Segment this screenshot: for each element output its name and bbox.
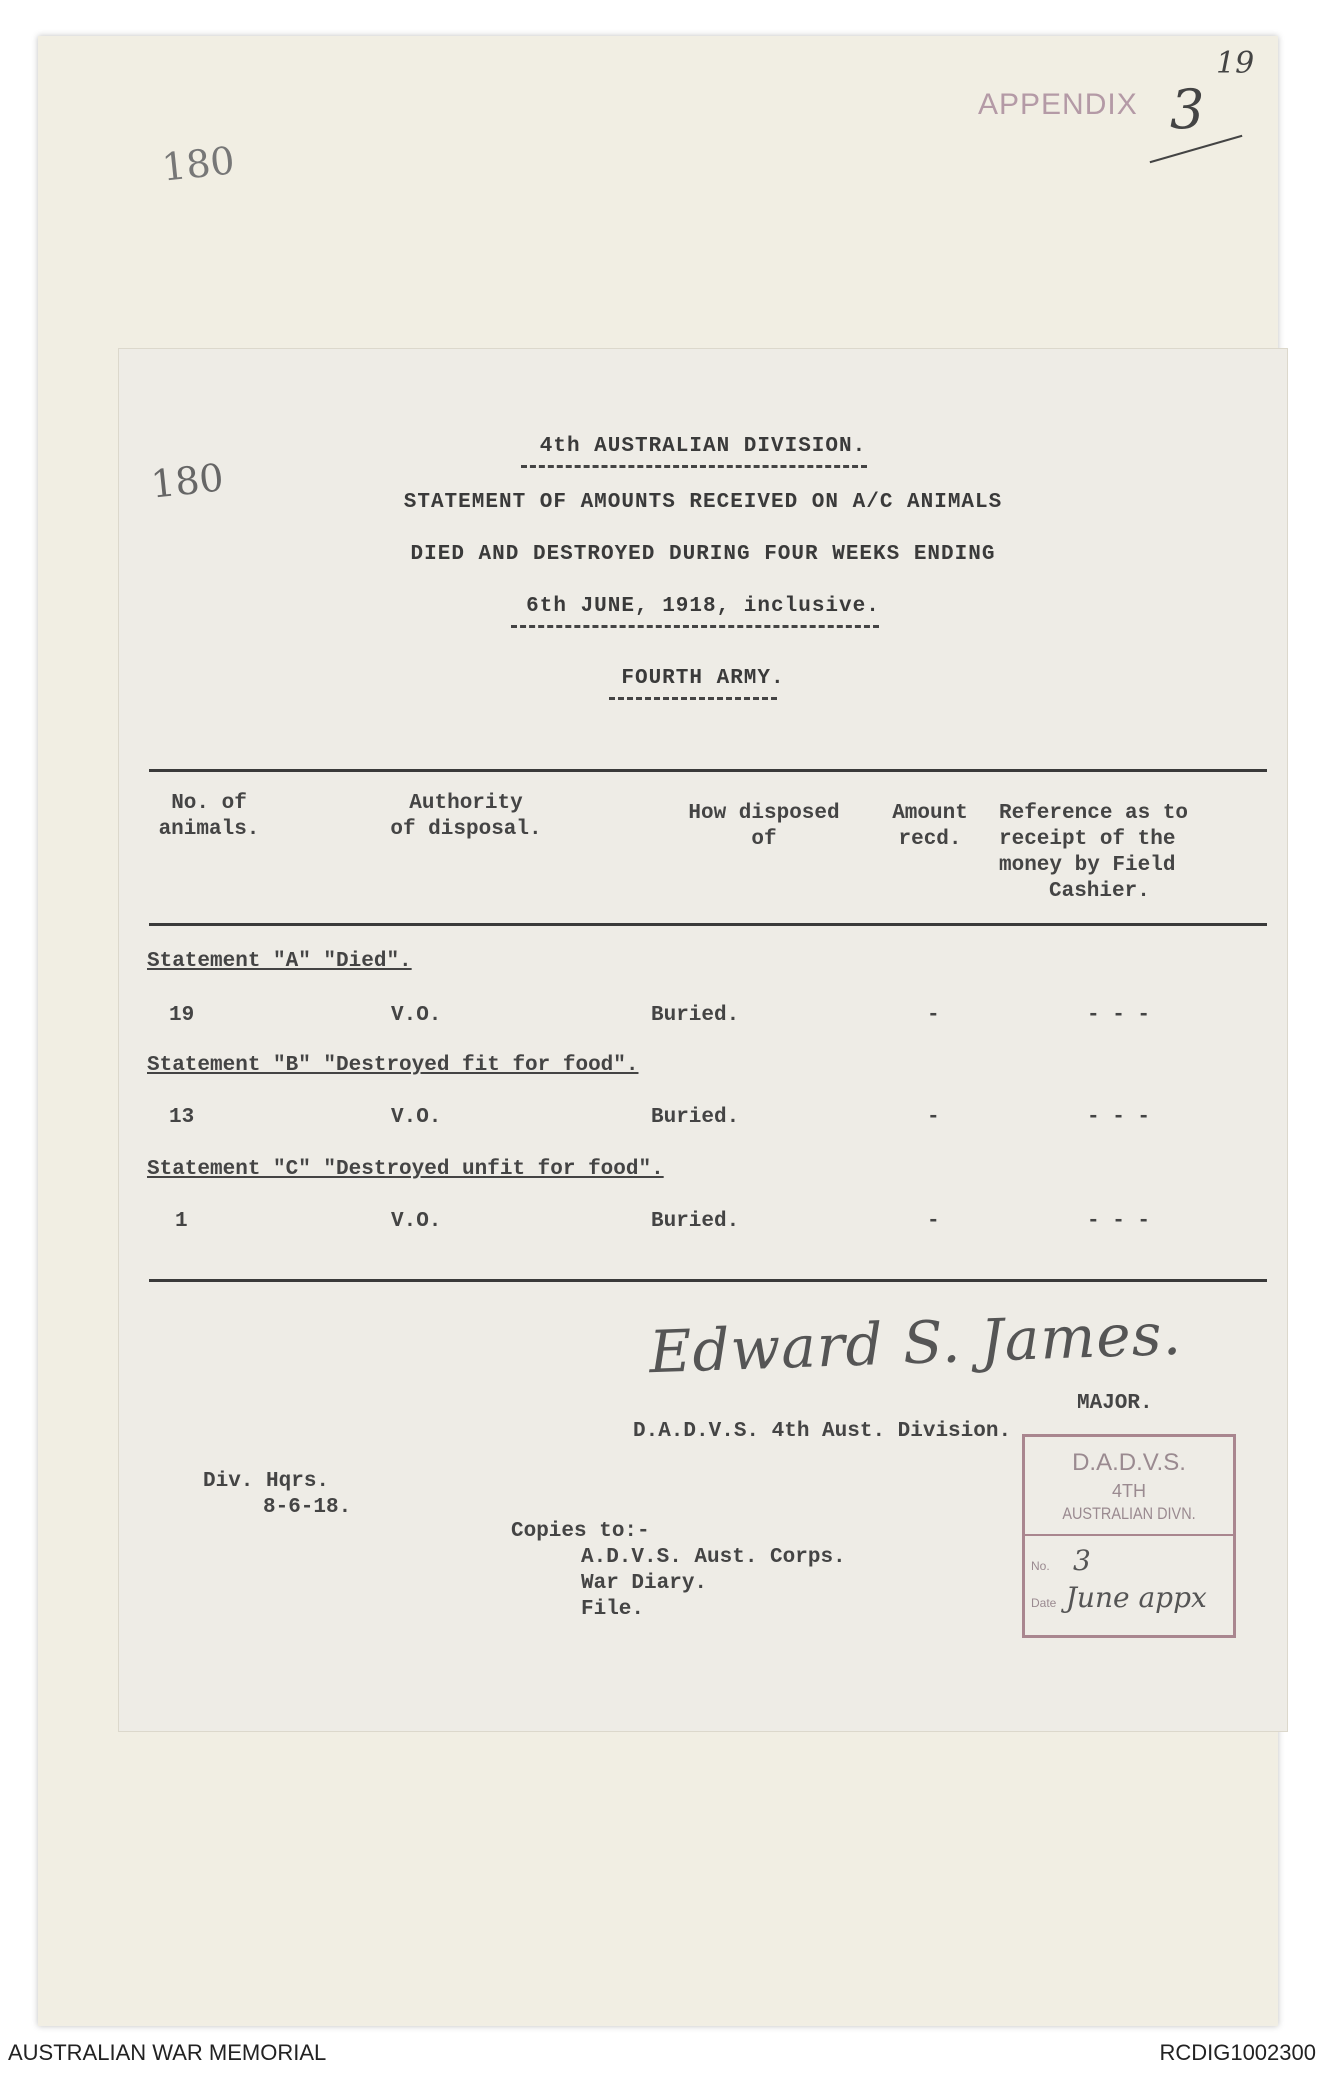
title-underline (511, 625, 879, 628)
column-header-count: No. of animals. (158, 792, 260, 841)
army-underline (609, 697, 777, 700)
footer-credit: AUSTRALIAN WAR MEMORIAL (8, 2040, 327, 2065)
statement-title-line2: DIED AND DESTROYED DURING FOUR WEEKS ENDING (410, 543, 996, 566)
statement-title-line3: 6th JUNE, 1918, inclusive. (526, 595, 880, 618)
column-header-authority: Authority of disposal. (390, 792, 542, 841)
signatory-office: D.A.D.V.S. 4th Aust. Division. (633, 1420, 1012, 1443)
page-number-slip: 180 (148, 455, 226, 507)
origin-block: Div. Hqrs. 8-6-18. (203, 1470, 352, 1519)
folio-number: 19 (1216, 46, 1255, 81)
army-heading: FOURTH ARMY. (621, 667, 785, 690)
row-a-amount: - (927, 1004, 940, 1027)
row-b-amount: - (927, 1106, 940, 1129)
section-title-c: Statement "C" "Destroyed unfit for food". (147, 1158, 664, 1181)
row-c-reference: - - - (1087, 1210, 1151, 1233)
row-c-authority: V.O. (391, 1210, 442, 1233)
column-header-reference: Reference as to receipt of the money by Field Cashier. (999, 802, 1189, 903)
row-a-authority: V.O. (391, 1004, 442, 1027)
copies-block: Copies to:- A.D.V.S. Aust. Corps. War Diary. File. (511, 1520, 846, 1621)
row-c-amount: - (927, 1210, 940, 1233)
section-title-a: Statement "A" "Died". (147, 950, 412, 973)
footer-id: RCDIG1002300 (1159, 2040, 1316, 2065)
row-c-count: 1 (175, 1210, 188, 1233)
section-title-b: Statement "B" "Destroyed fit for food". (147, 1054, 639, 1077)
received-stamp: D.A.D.V.S. 4TH AUSTRALIAN DIVN. No. 3 Date June appx (1022, 1434, 1236, 1638)
row-a-count: 19 (169, 1004, 195, 1027)
table-bottom-rule (149, 1279, 1267, 1282)
column-header-amount: Amount recd. (892, 802, 968, 851)
appendix-number: 3 (1170, 78, 1205, 141)
row-a-disposal: Buried. (651, 1004, 740, 1027)
row-b-disposal: Buried. (651, 1106, 740, 1129)
division-heading-underline (521, 465, 867, 468)
row-b-reference: - - - (1087, 1106, 1151, 1129)
document-page (38, 36, 1278, 2026)
row-b-count: 13 (169, 1106, 195, 1129)
page-number-top: 180 (159, 138, 237, 190)
row-b-authority: V.O. (391, 1106, 442, 1129)
column-header-disposal: How disposed of (688, 802, 840, 851)
appendix-stamp: APPENDIX (978, 88, 1138, 121)
row-c-disposal: Buried. (651, 1210, 740, 1233)
row-a-reference: - - - (1087, 1004, 1151, 1027)
table-top-rule (149, 769, 1267, 772)
division-heading: 4th AUSTRALIAN DIVISION. (539, 435, 867, 458)
signatory-rank: MAJOR. (1077, 1392, 1153, 1415)
handwritten-signature: Edward S. James. (647, 1299, 1183, 1387)
statement-title-line1: STATEMENT OF AMOUNTS RECEIVED ON A/C ANIMALS (403, 491, 1003, 514)
table-header-rule (149, 923, 1267, 926)
